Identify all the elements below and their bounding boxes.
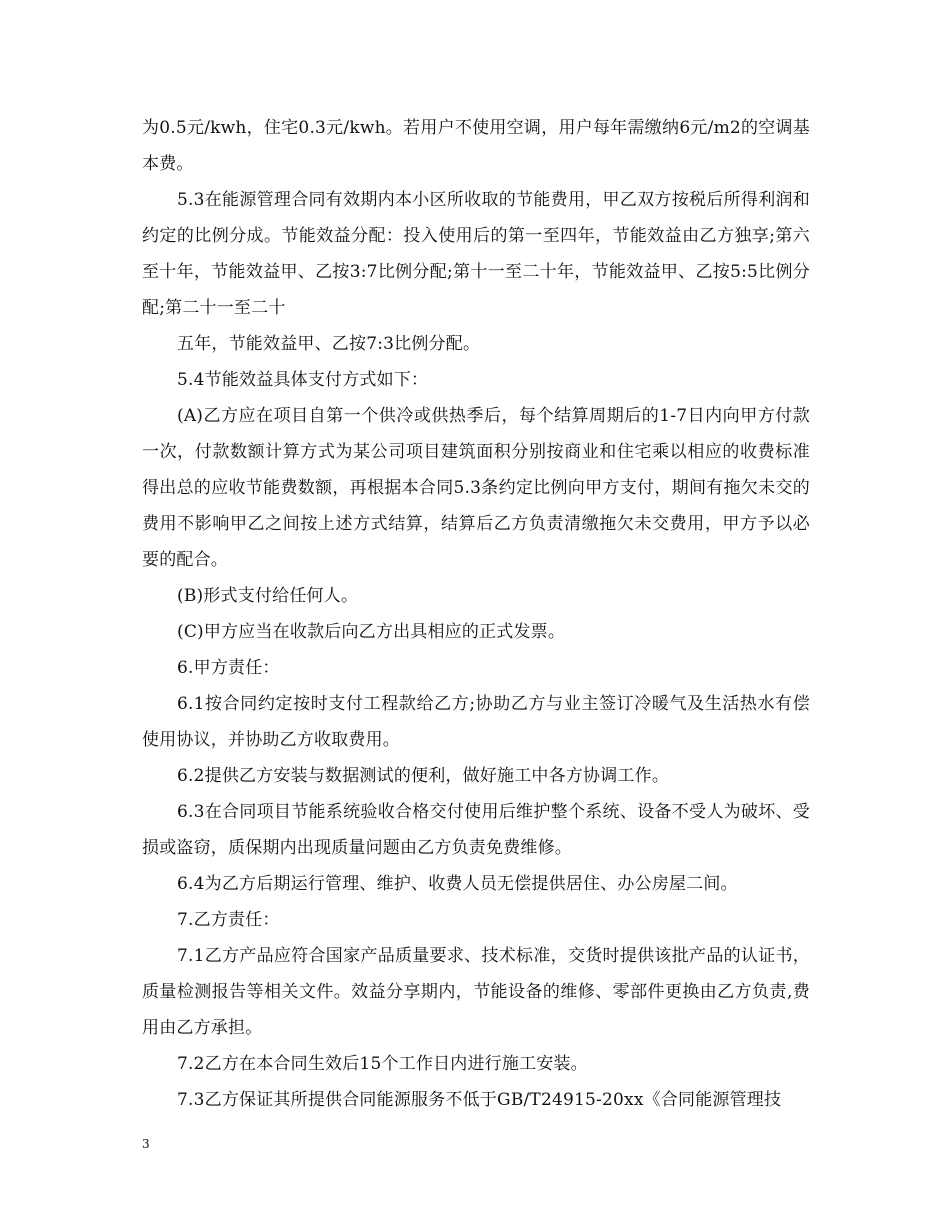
- paragraph: (C)甲方应当在收款后向乙方出具相应的正式发票。: [177, 622, 566, 642]
- page-number: 3: [142, 1137, 150, 1151]
- document-body: [142, 110, 810, 1118]
- paragraph: (B)形式支付给任何人。: [177, 586, 359, 606]
- paragraph: (A)乙方应在项目自第一个供冷或供热季后，每个结算周期后的1-7日内向甲方付款一次，付款数额计算方式为某公司项目建筑面积分别按商业和住宅乘以相应的收费标准得出总的应收节能费数额，再根据本合同5.3条约定比例向甲方支付，期间有拖欠未交的费用不影响甲乙之间按上述方式结算，结算后乙方负责清缴拖欠未交费用，甲方予以必要的配合。: [142, 406, 810, 570]
- paragraph: 7.2乙方在本合同生效后15个工作日内进行施工安装。: [177, 1054, 588, 1074]
- paragraph: 5.3在能源管理合同有效期内本小区所收取的节能费用，甲乙双方按税后所得利润和约定的比例分成。节能效益分配：投入使用后的第一至四年，节能效益由乙方独享;第六至十年，节能效益甲、乙按3:7比例分配;第十一至二十年，节能效益甲、乙按5:5比例分配;第二十一至二十: [142, 190, 810, 318]
- paragraph: 5.4节能效益具体支付方式如下：: [177, 370, 429, 390]
- section-heading: 7.乙方责任：: [177, 910, 280, 930]
- paragraph: 7.3乙方保证其所提供合同能源服务不低于GB/T24915-20xx《合同能源管理技: [177, 1090, 782, 1110]
- paragraph: 五年，节能效益甲、乙按7:3比例分配。: [177, 334, 481, 354]
- paragraph: 7.1乙方产品应符合国家产品质量要求、技术标准，交货时提供该批产品的认证书，质量检测报告等相关文件。效益分享期内，节能设备的维修、零部件更换由乙方负责,费用由乙方承担。: [142, 946, 810, 1038]
- paragraph: 6.1按合同约定按时支付工程款给乙方;协助乙方与业主签订冷暖气及生活热水有偿使用协议，并协助乙方收取费用。: [142, 694, 810, 750]
- paragraph: 6.2提供乙方安装与数据测试的便利，做好施工中各方协调工作。: [177, 766, 670, 786]
- paragraph: 6.4为乙方后期运行管理、维护、收费人员无偿提供居住、办公房屋二间。: [177, 874, 738, 894]
- section-heading: 6.甲方责任：: [177, 658, 280, 678]
- paragraph: 为0.5元/kwh，住宅0.3元/kwh。若用户不使用空调，用户每年需缴纳6元/m2的空调基本费。: [142, 118, 810, 174]
- paragraph: 6.3在合同项目节能系统验收合格交付使用后维护整个系统、设备不受人为破坏、受损或盗窃，质保期内出现质量问题由乙方负责免费维修。: [142, 802, 810, 858]
